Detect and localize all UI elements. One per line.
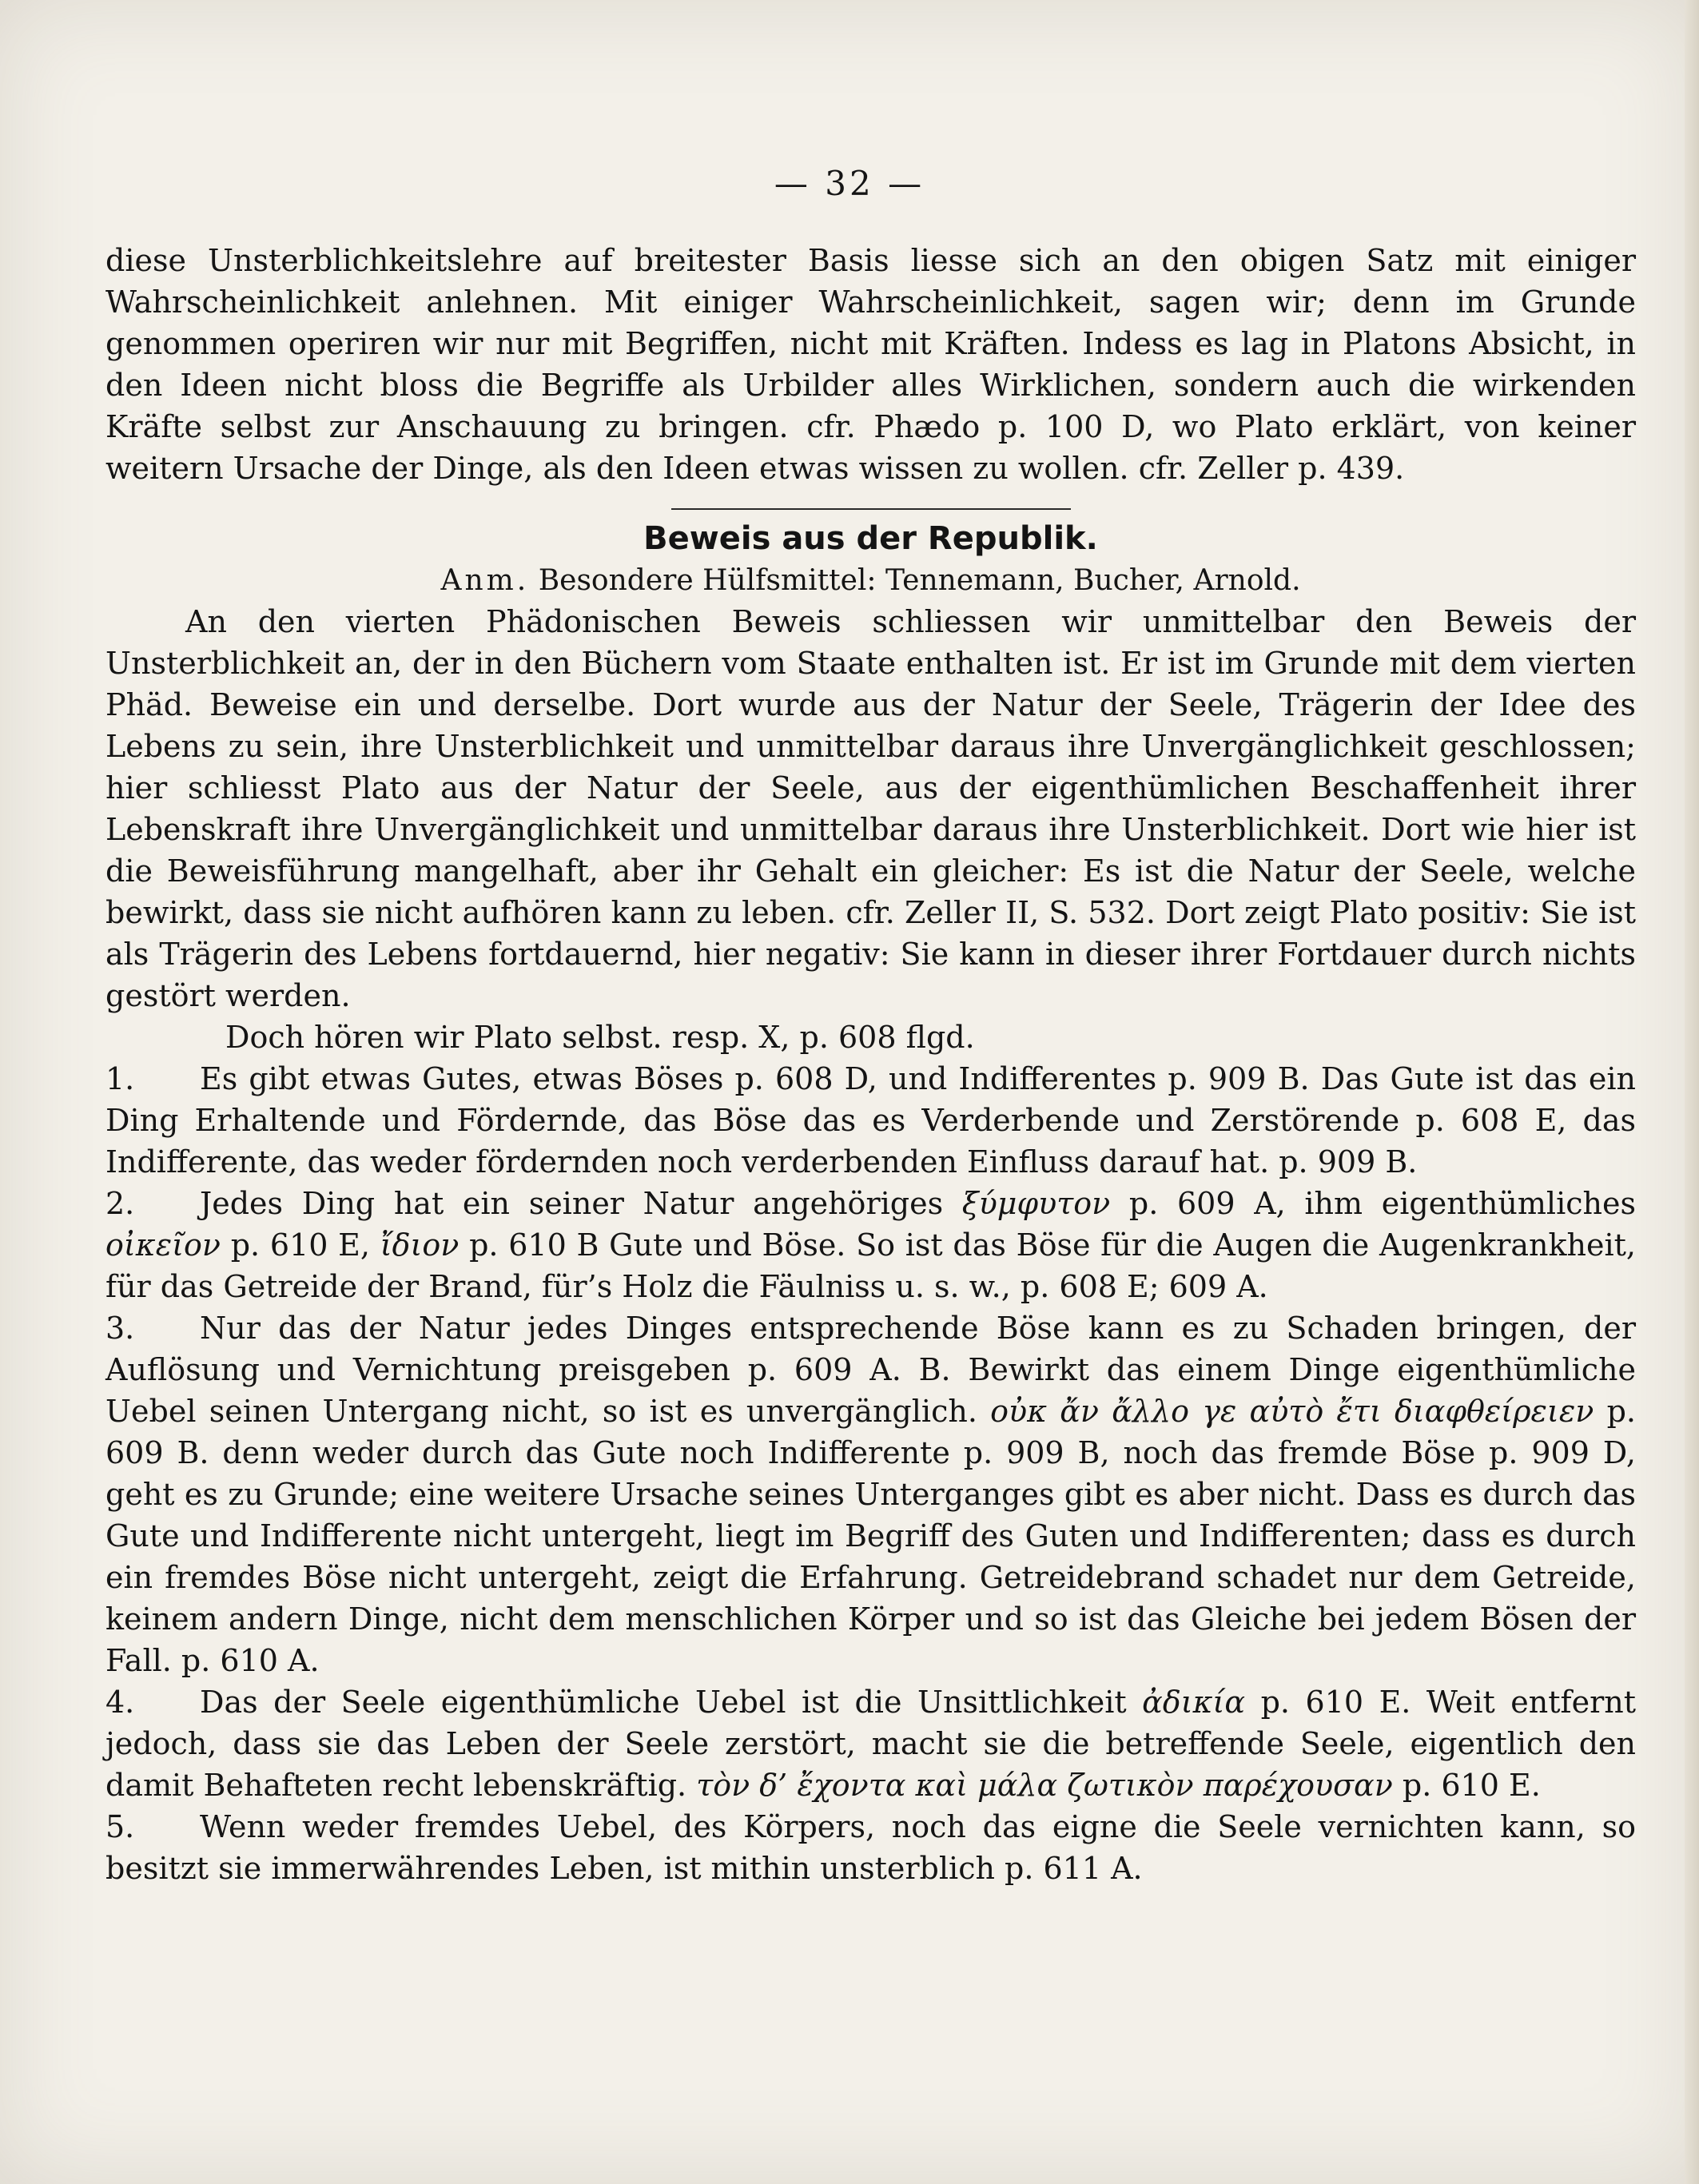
- page-binding-edge: [1685, 0, 1699, 2184]
- item-text: p. 610 E.: [1402, 1768, 1541, 1803]
- greek-quote: οὐκ ἄν ἄλλο γε αὐτὸ ἔτι διαφθείρειεν: [990, 1394, 1594, 1429]
- item-text: p. 610 E,: [230, 1227, 370, 1263]
- list-item-3: [105, 1307, 1636, 1681]
- item-text: p. 609 B. denn weder durch das Gute noch Indifferente p. 909 B, noch das fremde Böse p. 909 D, geht es zu Grunde; eine weitere Ursache seines Unterganges gibt es aber nicht. Dass es durch das Gute und Indifferente nicht untergeht, liegt im Begriff des Guten und Indifferenten; dass es durch ein fremdes Böse nicht untergeht, zeigt die Erfahrung. Getreidebrand schadet nur dem Getreide, keinem andern Dinge, nicht dem menschlichen Körper und so ist das Gleiche bei jedem Bösen der Fall. p. 610 A.: [105, 1394, 1636, 1678]
- page-body: [105, 160, 1636, 1889]
- list-item-5: [105, 1806, 1636, 1889]
- note-label: Anm.: [440, 564, 530, 597]
- list-item-2: [105, 1183, 1636, 1307]
- intro-paragraph: diese Unsterblichkeitslehre auf breitester Basis liesse sich an den obigen Satz mit einiger Wahrscheinlichkeit anlehnen. Mit einiger Wahrscheinlichkeit, sagen wir; denn im Grunde genommen operiren wir nur mit Begriffen, nicht mit Kräften. Indess es lag in Platons Absicht, in den Ideen nicht bloss die Begriffe als Urbilder alles Wirklichen, sondern auch die wirkenden Kräfte selbst zur Anschauung zu bringen. cfr. Phædo p. 100 D, wo Plato erklärt, von keiner weitern Ursache der Dinge, als den Ideen etwas wissen zu wollen. cfr. Zeller p. 439.: [105, 243, 1636, 486]
- section-note: [105, 561, 1636, 601]
- item-text: Nur das der Natur jedes Dinges entsprechende Böse kann es zu Schaden bringen, der Auflösung und Vernichtung preisgeben p. 609 A. B. Bewirkt das einem Dinge eigenthümliche Uebel seinen Untergang nicht, so ist es unvergänglich.: [105, 1311, 1636, 1429]
- greek-quote: τὸν δ’ ἔχοντα καὶ μάλα ζωτικὸν παρέχουσαν: [696, 1768, 1393, 1803]
- section-heading: Beweis aus der Republik.: [643, 520, 1098, 557]
- item-number: 4.: [105, 1685, 135, 1720]
- main-paragraph: An den vierten Phädonischen Beweis schliessen wir unmittelbar den Beweis der Unsterblichkeit an, der in den Büchern vom Staate enthalten ist. Er ist im Grunde mit dem vierten Phäd. Beweise ein und derselbe. Dort wurde aus der Natur der Seele, Trägerin der Idee des Lebens zu sein, ihre Unsterblichkeit und unmittelbar daraus ihre Unvergänglichkeit geschlossen; hier schliesst Plato aus der Natur der Seele, aus der eigenthümlichen Beschaffenheit ihrer Lebenskraft ihre Unvergänglichkeit und unmittelbar daraus ihre Unsterblichkeit. Dort wie hier ist die Beweisführung mangelhaft, aber ihr Gehalt ein gleicher: Es ist die Natur der Seele, welche bewirkt, dass sie nicht aufhören kann zu leben. cfr. Zeller II, S. 532. Dort zeigt Plato positiv: Sie ist als Trägerin des Lebens fortdauernd, hier negativ: Sie kann in dieser ihrer Fortdauer durch nichts gestört werden.: [105, 604, 1636, 1013]
- greek-term: ξύμφυτον: [961, 1186, 1111, 1221]
- item-number: 3.: [105, 1311, 135, 1346]
- item-text: Das der Seele eigenthümliche Uebel ist die Unsittlichkeit: [200, 1685, 1127, 1720]
- greek-term: ἀδικία: [1142, 1685, 1246, 1720]
- greek-term: ἴδιον: [380, 1227, 460, 1263]
- item-number: 2.: [105, 1186, 135, 1221]
- quote-intro-line: Doch hören wir Plato selbst. resp. X, p. 608 flgd.: [225, 1020, 975, 1055]
- item-text: p. 609 A, ihm eigenthümliches: [1128, 1186, 1636, 1221]
- section-divider: [671, 508, 1071, 510]
- item-number: 5.: [105, 1809, 135, 1844]
- note-text: Besondere Hülfsmittel: Tennemann, Bucher, Arnold.: [538, 564, 1301, 597]
- item-text: Jedes Ding hat ein seiner Natur angehöriges: [200, 1186, 944, 1221]
- item-text: Wenn weder fremdes Uebel, des Körpers, noch das eigne die Seele vernichten kann, so besitzt sie immerwährendes Leben, ist mithin unsterblich p. 611 A.: [105, 1809, 1636, 1886]
- list-item-4: [105, 1681, 1636, 1806]
- greek-term: οἰκεῖον: [105, 1227, 221, 1263]
- item-text: Es gibt etwas Gutes, etwas Böses p. 608 D, und Indifferentes p. 909 B. Das Gute ist das ein Ding Erhaltende und Fördernde, das Böse das es Verderbende und Zerstörende p. 608 E, das Indifferente, das weder fördernden noch verderbenden Einfluss darauf hat. p. 909 B.: [105, 1061, 1636, 1180]
- list-item-1: [105, 1058, 1636, 1183]
- item-number: 1.: [105, 1061, 135, 1096]
- page-number: — 32 —: [774, 164, 925, 203]
- item-text: p. 610 E. Weit entfernt jedoch, dass sie das Leben der Seele zerstört, macht sie die betreffende Seele, eigentlich den damit Behafteten recht lebenskräftig.: [105, 1685, 1636, 1803]
- item-text: p. 610 B Gute und Böse. So ist das Böse für die Augen die Augenkrankheit, für das Getreide der Brand, für’s Holz die Fäulniss u. s. w., p. 608 E; 609 A.: [105, 1227, 1636, 1304]
